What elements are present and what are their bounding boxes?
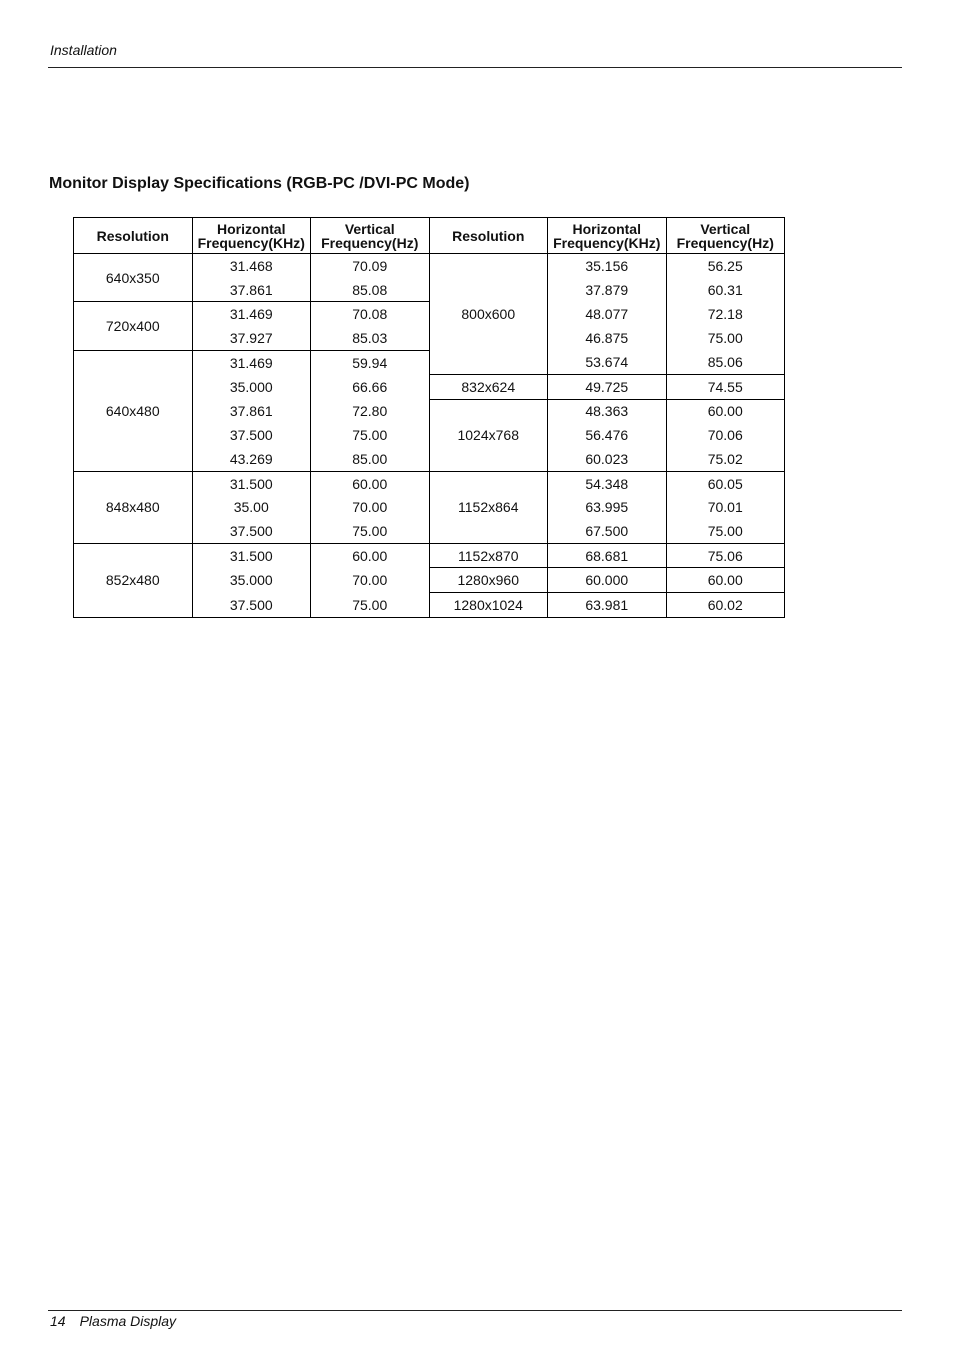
right-v-cell: 60.00 <box>666 568 785 593</box>
table-header-row <box>74 218 785 254</box>
left-h-cell: 37.500 <box>192 423 311 447</box>
right-v-cell: 72.18 <box>666 302 785 326</box>
right-h-cell: 46.875 <box>548 326 667 350</box>
header-vertical-line2: Frequency(Hz) <box>676 234 774 251</box>
header-vertical-line1: Vertical <box>700 220 751 237</box>
header-horizontal-line2: Frequency(KHz) <box>197 234 305 251</box>
left-v-cell: 70.00 <box>311 495 430 519</box>
page-number: 14 <box>50 1313 66 1329</box>
left-v-cell: 85.03 <box>311 326 430 350</box>
left-v-cell: 70.00 <box>311 568 430 593</box>
right-v-cell: 60.02 <box>666 593 785 618</box>
header-horizontal-left <box>192 218 311 254</box>
left-v-cell: 60.00 <box>311 543 430 568</box>
footer-title: Plasma Display <box>79 1313 177 1329</box>
right-v-cell: 75.00 <box>666 519 785 543</box>
left-v-cell: 59.94 <box>311 350 430 374</box>
right-v-cell: 60.31 <box>666 278 785 302</box>
right-h-cell: 37.879 <box>548 278 667 302</box>
table-row <box>74 471 785 495</box>
table-row <box>74 543 785 568</box>
header-rule <box>48 67 902 68</box>
right-resolution-cell: 1152x870 <box>429 543 548 568</box>
right-h-cell: 67.500 <box>548 519 667 543</box>
right-resolution-cell: 800x600 <box>429 254 548 375</box>
running-header: Installation <box>50 42 117 58</box>
left-resolution-cell: 640x350 <box>74 254 193 302</box>
header-horizontal-right <box>548 218 667 254</box>
header-horizontal-line1: Horizontal <box>572 220 641 237</box>
header-resolution-left: Resolution <box>74 218 193 254</box>
right-v-cell: 85.06 <box>666 350 785 374</box>
right-v-cell: 70.06 <box>666 423 785 447</box>
right-h-cell: 56.476 <box>548 423 667 447</box>
right-v-cell: 70.01 <box>666 495 785 519</box>
left-v-cell: 75.00 <box>311 519 430 543</box>
left-h-cell: 35.000 <box>192 568 311 593</box>
left-v-cell: 66.66 <box>311 374 430 399</box>
right-h-cell: 54.348 <box>548 471 667 495</box>
right-resolution-cell: 832x624 <box>429 374 548 399</box>
left-v-cell: 70.09 <box>311 254 430 278</box>
running-footer <box>50 1313 176 1329</box>
table-row <box>74 254 785 278</box>
left-resolution-cell: 848x480 <box>74 471 193 543</box>
right-h-cell: 48.077 <box>548 302 667 326</box>
left-v-cell: 72.80 <box>311 399 430 423</box>
left-v-cell: 70.08 <box>311 302 430 326</box>
header-vertical-line2: Frequency(Hz) <box>321 234 419 251</box>
left-v-cell: 85.08 <box>311 278 430 302</box>
header-vertical-line1: Vertical <box>344 220 395 237</box>
left-h-cell: 31.500 <box>192 543 311 568</box>
section-title: Monitor Display Specifications (RGB-PC /DVI-PC Mode) <box>49 175 470 192</box>
right-h-cell: 48.363 <box>548 399 667 423</box>
left-h-cell: 31.469 <box>192 350 311 374</box>
left-v-cell: 60.00 <box>311 471 430 495</box>
right-h-cell: 68.681 <box>548 543 667 568</box>
left-v-cell: 75.00 <box>311 423 430 447</box>
right-v-cell: 60.00 <box>666 399 785 423</box>
left-resolution-cell: 720x400 <box>74 302 193 350</box>
left-h-cell: 37.927 <box>192 326 311 350</box>
left-h-cell: 35.00 <box>192 495 311 519</box>
right-v-cell: 56.25 <box>666 254 785 278</box>
left-h-cell: 31.469 <box>192 302 311 326</box>
header-horizontal-line1: Horizontal <box>217 220 286 237</box>
left-h-cell: 35.000 <box>192 374 311 399</box>
left-v-cell: 85.00 <box>311 447 430 471</box>
left-v-cell: 75.00 <box>311 593 430 618</box>
right-v-cell: 60.05 <box>666 471 785 495</box>
left-h-cell: 31.500 <box>192 471 311 495</box>
header-vertical-left <box>311 218 430 254</box>
left-h-cell: 37.500 <box>192 519 311 543</box>
right-v-cell: 74.55 <box>666 374 785 399</box>
right-h-cell: 60.023 <box>548 447 667 471</box>
right-v-cell: 75.02 <box>666 447 785 471</box>
right-h-cell: 53.674 <box>548 350 667 374</box>
right-h-cell: 63.995 <box>548 495 667 519</box>
right-resolution-cell: 1280x1024 <box>429 593 548 618</box>
right-h-cell: 63.981 <box>548 593 667 618</box>
right-h-cell: 60.000 <box>548 568 667 593</box>
right-resolution-cell: 1152x864 <box>429 471 548 543</box>
left-h-cell: 37.861 <box>192 399 311 423</box>
right-resolution-cell: 1280x960 <box>429 568 548 593</box>
right-h-cell: 35.156 <box>548 254 667 278</box>
left-resolution-cell: 852x480 <box>74 543 193 617</box>
left-h-cell: 37.500 <box>192 593 311 618</box>
left-resolution-cell: 640x480 <box>74 350 193 471</box>
right-v-cell: 75.00 <box>666 326 785 350</box>
header-horizontal-line2: Frequency(KHz) <box>553 234 661 251</box>
left-h-cell: 37.861 <box>192 278 311 302</box>
right-resolution-cell: 1024x768 <box>429 399 548 471</box>
footer-rule <box>48 1310 902 1311</box>
left-h-cell: 31.468 <box>192 254 311 278</box>
right-v-cell: 75.06 <box>666 543 785 568</box>
left-h-cell: 43.269 <box>192 447 311 471</box>
spec-table <box>73 217 785 618</box>
header-resolution-right: Resolution <box>429 218 548 254</box>
header-vertical-right <box>666 218 785 254</box>
right-h-cell: 49.725 <box>548 374 667 399</box>
